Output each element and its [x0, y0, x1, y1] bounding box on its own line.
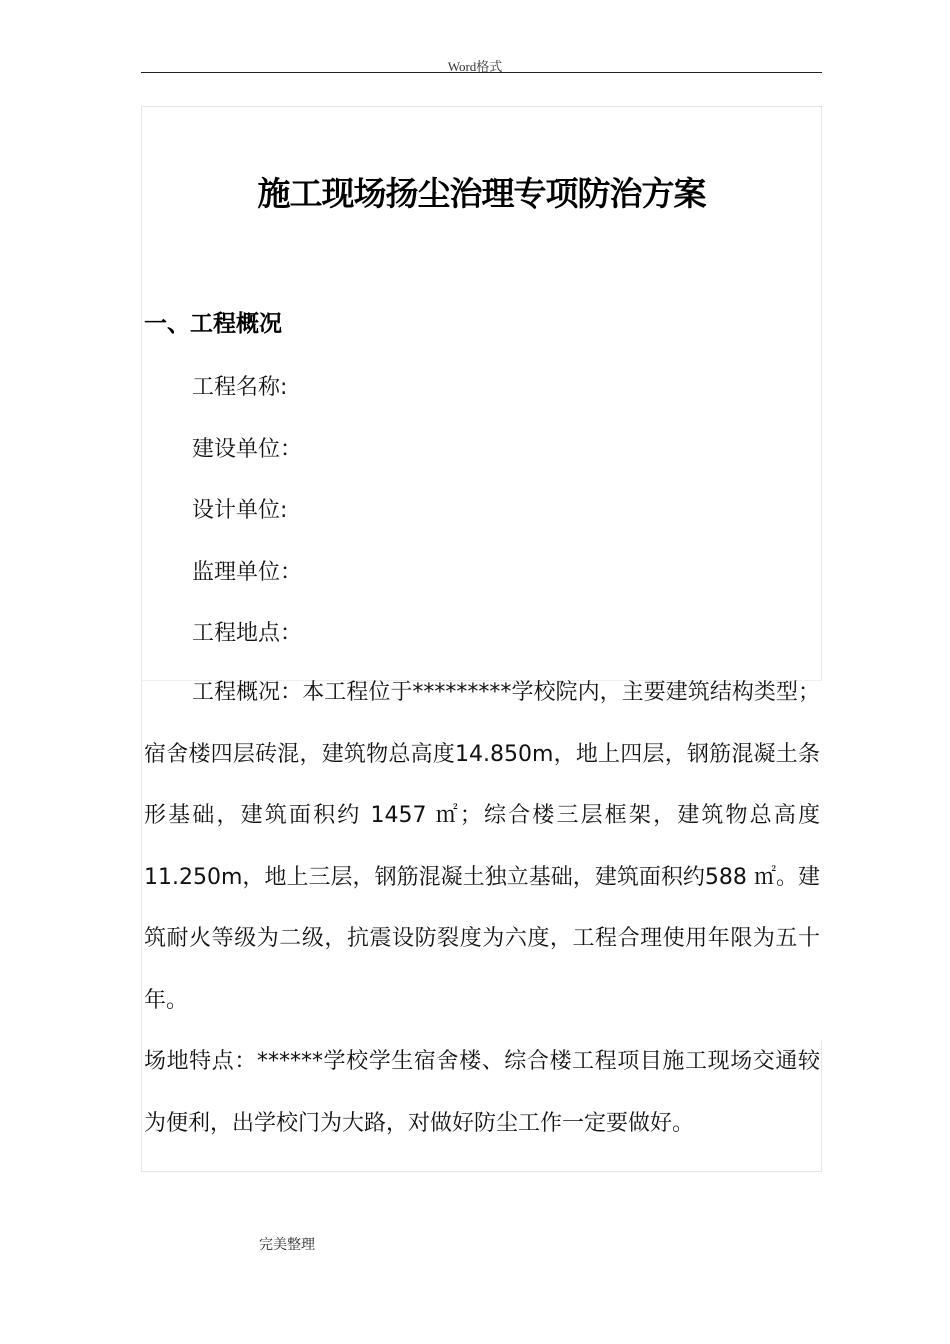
- overview-paragraph: 工程概况：本工程位于*********学校院内，主要建筑结构类型；宿舍楼四层砖混，建筑物总高度14.850m，地上四层，钢筋混凝土条形基础，建筑面积约 1457 ㎡；综合楼三层框架，建筑物总高度11.250m，地上三层，钢筋混凝土独立基础，建筑面积约588 ㎡。建筑耐火等级为二级，抗震设防裂度为六度，工程合理使用年限为五十年。: [144, 680, 820, 1013]
- site-features-paragraph: 场地特点：******学校学生宿舍楼、综合楼工程项目施工现场交通较为便利，出学校门为大路，对做好防尘工作一定要做好。: [144, 1049, 820, 1136]
- page-footer-label: 完美整理: [259, 1238, 315, 1253]
- text-frame-top-border: [141, 106, 822, 107]
- page-header-label: Word格式: [447, 59, 503, 74]
- header-rule: [141, 72, 822, 73]
- field-project-location: 工程地点：: [192, 621, 303, 646]
- field-design-unit: 设计单位:: [192, 498, 288, 523]
- text-frame-left-border: [141, 106, 142, 1172]
- field-construction-unit: 建设单位：: [192, 437, 303, 462]
- section-heading: 一、工程概况: [144, 311, 282, 337]
- field-supervision-unit: 监理单位：: [192, 560, 303, 585]
- field-project-name: 工程名称:: [192, 375, 288, 400]
- document-title: 施工现场扬尘治理专项防治方案: [257, 174, 706, 213]
- text-frame-bottom-border: [141, 1171, 822, 1172]
- text-frame-right-border-lower: [821, 1040, 822, 1172]
